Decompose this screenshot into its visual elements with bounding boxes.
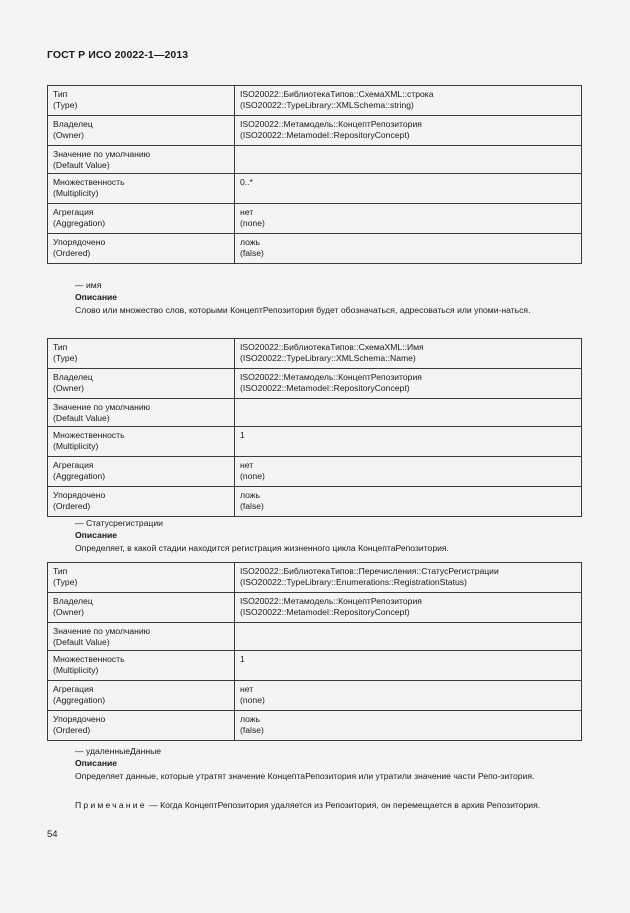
property-name-line: Множественность <box>53 430 125 440</box>
table-row <box>48 174 582 204</box>
note-label: Примечание <box>75 800 147 810</box>
property-name-line: (Default Value) <box>53 413 110 423</box>
property-value-cell <box>235 86 582 116</box>
property-name-cell <box>48 339 235 369</box>
table-row <box>48 427 582 457</box>
section-label-description: Описание <box>75 292 118 302</box>
table-row <box>48 593 582 623</box>
property-name-cell <box>48 457 235 487</box>
property-value-line: ISO20022::Метамодель::КонцептРепозитория <box>240 596 422 606</box>
property-table-1 <box>47 85 582 264</box>
table-row <box>48 146 582 174</box>
property-name-line: Владелец <box>53 596 93 606</box>
property-name-line: (Ordered) <box>53 248 91 258</box>
property-value-line: 1 <box>240 654 245 664</box>
section-heading-deleted-data: — удаленныеДанные <box>75 746 162 756</box>
property-value-line: (none) <box>240 471 265 481</box>
property-name-cell <box>48 651 235 681</box>
property-value-line: ISO20022::БиблиотекаТипов::СхемаXML::Имя <box>240 342 424 352</box>
table-row <box>48 204 582 234</box>
property-name-line: Упорядочено <box>53 237 106 247</box>
property-name-line: Владелец <box>53 119 93 129</box>
property-name-line: (Default Value) <box>53 160 110 170</box>
property-value-line: (ISO20022::Metamodel::RepositoryConcept) <box>240 607 410 617</box>
property-table-3 <box>47 562 582 741</box>
property-name-line: Значение по умолчанию <box>53 149 151 159</box>
property-value-line: (false) <box>240 248 264 258</box>
table-row <box>48 86 582 116</box>
property-value-cell <box>235 651 582 681</box>
property-value-line: ISO20022::БиблиотекаТипов::Перечисления::СтатусРегистрации <box>240 566 499 576</box>
property-name-cell <box>48 427 235 457</box>
property-name-line: (Aggregation) <box>53 471 106 481</box>
property-value-line: ложь <box>240 237 261 247</box>
table-row <box>48 487 582 517</box>
property-value-line: (none) <box>240 695 265 705</box>
property-name-line: (Aggregation) <box>53 218 106 228</box>
property-name-cell <box>48 116 235 146</box>
property-value-line: ISO20022::Метамодель::КонцептРепозитория <box>240 372 422 382</box>
property-value-line: (ISO20022::Metamodel::RepositoryConcept) <box>240 383 410 393</box>
property-value-cell <box>235 593 582 623</box>
property-name-line: (Multiplicity) <box>53 188 99 198</box>
property-name-cell <box>48 399 235 427</box>
property-value-cell <box>235 369 582 399</box>
property-name-line: (Default Value) <box>53 637 110 647</box>
property-value-cell <box>235 711 582 741</box>
property-value-cell <box>235 681 582 711</box>
property-value-line: (none) <box>240 218 265 228</box>
property-name-line: (Ordered) <box>53 501 91 511</box>
note-paragraph <box>47 799 582 811</box>
property-name-line: (Owner) <box>53 383 85 393</box>
table-row <box>48 457 582 487</box>
table-row <box>48 234 582 264</box>
page-number: 54 <box>47 829 58 840</box>
section-description-text: Определяет, в какой стадии находится регистрация жизненного цикла КонцептаРепозитория. <box>75 543 449 553</box>
property-name-cell <box>48 563 235 593</box>
property-name-cell <box>48 593 235 623</box>
property-value-cell <box>235 146 582 174</box>
section-label-description: Описание <box>75 530 118 540</box>
property-value-cell <box>235 427 582 457</box>
property-name-line: Упорядочено <box>53 490 106 500</box>
property-value-cell <box>235 116 582 146</box>
table-row <box>48 563 582 593</box>
property-value-line: 0..* <box>240 177 253 187</box>
property-name-cell <box>48 623 235 651</box>
property-name-cell <box>48 681 235 711</box>
table-row <box>48 651 582 681</box>
property-value-line: (false) <box>240 501 264 511</box>
property-value-cell <box>235 234 582 264</box>
table-row <box>48 681 582 711</box>
note-text: — Когда КонцептРепозитория удаляется из Репозитория, он перемещается в архив Репозитория. <box>149 800 541 810</box>
property-name-line: Агрегация <box>53 684 94 694</box>
property-name-cell <box>48 369 235 399</box>
property-value-cell <box>235 563 582 593</box>
section-label-description: Описание <box>75 758 118 768</box>
property-value-line: 1 <box>240 430 245 440</box>
property-name-line: (Aggregation) <box>53 695 106 705</box>
property-name-cell <box>48 174 235 204</box>
property-value-cell <box>235 457 582 487</box>
property-name-line: (Type) <box>53 100 78 110</box>
table-row <box>48 339 582 369</box>
property-table-2 <box>47 338 582 517</box>
property-value-cell <box>235 174 582 204</box>
section-heading-name: — имя <box>75 280 102 290</box>
property-value-cell <box>235 399 582 427</box>
section-heading-registration-status: — Статусрегистрации <box>75 518 163 528</box>
property-value-cell <box>235 204 582 234</box>
property-name-line: Владелец <box>53 372 93 382</box>
property-name-line: Тип <box>53 89 68 99</box>
property-name-line: Тип <box>53 342 68 352</box>
property-value-line: (ISO20022::TypeLibrary::XMLSchema::string) <box>240 100 414 110</box>
property-name-cell <box>48 487 235 517</box>
property-value-line: нет <box>240 684 254 694</box>
property-value-line: (ISO20022::TypeLibrary::XMLSchema::Name) <box>240 353 416 363</box>
property-value-line: (false) <box>240 725 264 735</box>
property-name-line: Агрегация <box>53 460 94 470</box>
table-row <box>48 399 582 427</box>
property-name-line: (Multiplicity) <box>53 441 99 451</box>
property-name-line: Тип <box>53 566 68 576</box>
property-name-line: (Multiplicity) <box>53 665 99 675</box>
property-value-cell <box>235 623 582 651</box>
section-description-text: Слово или множество слов, которыми КонцептРепозитория будет обозначаться, адресоваться или упоми-наться. <box>75 305 531 315</box>
table-row <box>48 711 582 741</box>
property-value-line: ISO20022::Метамодель::КонцептРепозитория <box>240 119 422 129</box>
property-value-cell <box>235 487 582 517</box>
table-row <box>48 369 582 399</box>
property-name-line: Упорядочено <box>53 714 106 724</box>
property-value-line: (ISO20022::TypeLibrary::Enumerations::RegistrationStatus) <box>240 577 467 587</box>
property-value-line: ISO20022::БиблиотекаТипов::СхемаXML::строка <box>240 89 434 99</box>
property-name-line: Значение по умолчанию <box>53 402 151 412</box>
property-value-line: (ISO20022::Metamodel::RepositoryConcept) <box>240 130 410 140</box>
property-name-line: (Type) <box>53 353 78 363</box>
section-description-text: Определяет данные, которые утратят значение КонцептаРепозитория или утратили значение части Репо-зитория. <box>75 771 535 781</box>
document-header: ГОСТ Р ИСО 20022-1—2013 <box>47 49 189 61</box>
property-name-cell <box>48 234 235 264</box>
property-name-line: (Owner) <box>53 607 85 617</box>
table-row <box>48 116 582 146</box>
property-value-line: ложь <box>240 490 261 500</box>
table-row <box>48 623 582 651</box>
property-name-line: (Type) <box>53 577 78 587</box>
property-name-cell <box>48 146 235 174</box>
property-value-line: нет <box>240 207 254 217</box>
property-name-cell <box>48 204 235 234</box>
property-name-line: (Ordered) <box>53 725 91 735</box>
property-name-cell <box>48 711 235 741</box>
property-name-line: Множественность <box>53 654 125 664</box>
property-value-line: нет <box>240 460 254 470</box>
property-name-line: Агрегация <box>53 207 94 217</box>
property-name-line: Множественность <box>53 177 125 187</box>
property-name-line: (Owner) <box>53 130 85 140</box>
property-value-cell <box>235 339 582 369</box>
property-name-line: Значение по умолчанию <box>53 626 151 636</box>
property-value-line: ложь <box>240 714 261 724</box>
property-name-cell <box>48 86 235 116</box>
